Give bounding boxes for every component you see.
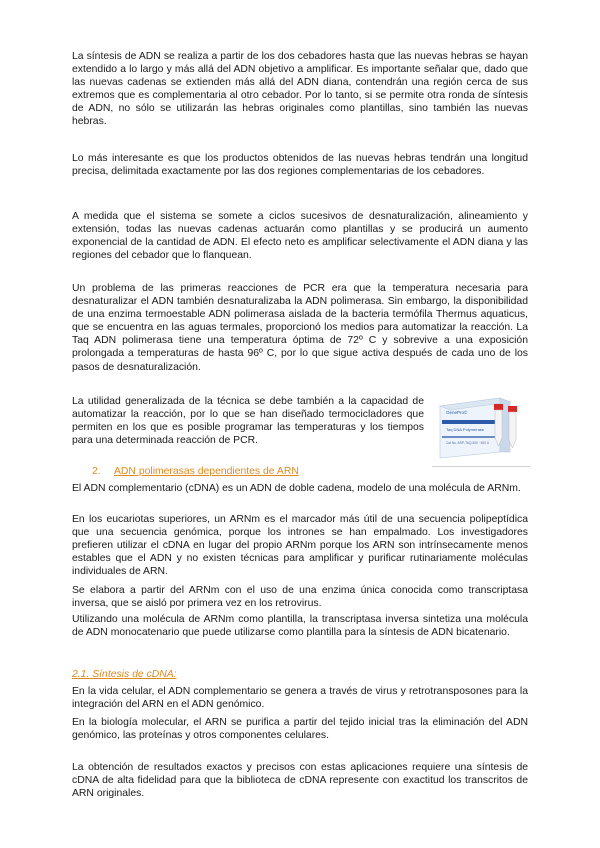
section-number: 2.	[92, 466, 101, 477]
paragraph-single-strand: Utilizando una molécula de ARNm como plantilla, la transcriptasa inversa sintetiza una molécula de ADN monocatenario que puede utilizarse como plantilla para la síntesis de ADN bicatenario.	[72, 614, 528, 639]
paragraph-automation: La utilidad generalizada de la técnica se debe también a la capacidad de automatizar la reacción, por lo que se han diseñado termocicladores que permiten en los que es posible programar las temperaturas y los tiempos para una determinada reacción de PCR.	[72, 396, 424, 447]
section-heading	[92, 466, 299, 477]
section-title: ADN polimerasas dependientes de ARN	[114, 466, 299, 477]
box-product-label: Taq DNA Polymerase	[446, 427, 485, 432]
paragraph-cellular-life: En la vida celular, el ADN complementario se genera a través de virus y retrotransposones para la integración del ARN en el ADN genómico.	[72, 686, 528, 711]
paragraph-eukaryotes: En los eucariotas superiores, un ARNm es el marcador más útil de una secuencia polipeptídica que una secuencia genómica, porque los intrones se han empalmado. Los investigadores prefieren utilizar el cDNA en lugar del propio ARNm porque los ARN son intrínsecamente menos estables que el ADN y no existen técnicas para amplificar y purificar rutinariamente moléculas individuales de ARN.	[72, 514, 528, 578]
box-catalog-label: Cat No. ARP-TAQ-500 · 500 U	[446, 441, 490, 445]
paragraph-reverse-transcriptase: Se elabora a partir del ARNm con el uso de una enzima única conocida como transcriptasa inversa, que se aisló por primera vez en los retrovirus.	[72, 585, 528, 610]
paragraph-products-length: Lo más interesante es que los productos obtenidos de las nuevas hebras tendrán una longitud precisa, delimitada exactamente por las dos regiones complementarias de los cebadores.	[72, 153, 528, 178]
paragraph-cdna-definition: El ADN complementario (cDNA) es un ADN de doble cadena, modelo de una molécula de ARNm.	[72, 483, 521, 494]
paragraph-dna-synthesis: La síntesis de ADN se realiza a partir de los dos cebadores hasta que las nuevas hebras se hayan extendido a lo largo y más allá del ADN objetivo a amplificar. Es importante señalar que, dado que las nuevas cadenas se extienden más allá del ADN diana, contendrán una región cerca de sus extremos que es complementaria al otro cebador. Por lo tanto, si se permite otra ronda de síntesis de ADN, no sólo se utilizarán las hebras originales como plantillas, sino también las nuevas hebras.	[72, 51, 528, 128]
paragraph-high-fidelity: La obtención de resultados exactos y precisos con estas aplicaciones requiere una síntesis de cDNA de alta fidelidad para que la biblioteca de cDNA represente con exactitud los transcritos de ARN originales.	[72, 762, 528, 800]
subsection-heading: 2.1. Síntesis de cDNA:	[72, 669, 177, 680]
taq-polymerase-product-image	[432, 386, 530, 467]
paragraph-taq-polymerase: Un problema de las primeras reacciones de PCR era que la temperatura necesaria para desnaturalizar el ADN también desnaturalizaba la ADN polimerasa. Sin embargo, la disponibilidad de una enzima termoestable ADN polimerasa aislada de la bacteria termófila Thermus aquaticus, que se encuentra en las aguas termales, proporcionó los medios para automatizar la reacción. La Taq ADN polimerasa tiene una temperatura óptima de 72º C y sobrevive a una exposición prolongada a temperaturas de hasta 96º C, por lo que sigue activa después de cada uno de los pasos de desnaturalización.	[72, 283, 528, 373]
paragraph-cycles: A medida que el sistema se somete a ciclos sucesivos de desnaturalización, alineamiento y extensión, todas las nuevas cadenas actuarán como plantillas y se producirá un aumento exponencial de la cantidad de ADN. El efecto neto es amplificar selectivamente el ADN diana y las regiones del cebador que lo flanquean.	[72, 211, 528, 262]
paragraph-molecular-biology: En la biología molecular, el ARN se purifica a partir del tejido inicial tras la eliminación del ADN genómico, las proteínas y otros componentes celulares.	[72, 717, 528, 742]
box-brand-label: GenePro©	[446, 410, 468, 415]
product-box-illustration	[432, 386, 530, 462]
